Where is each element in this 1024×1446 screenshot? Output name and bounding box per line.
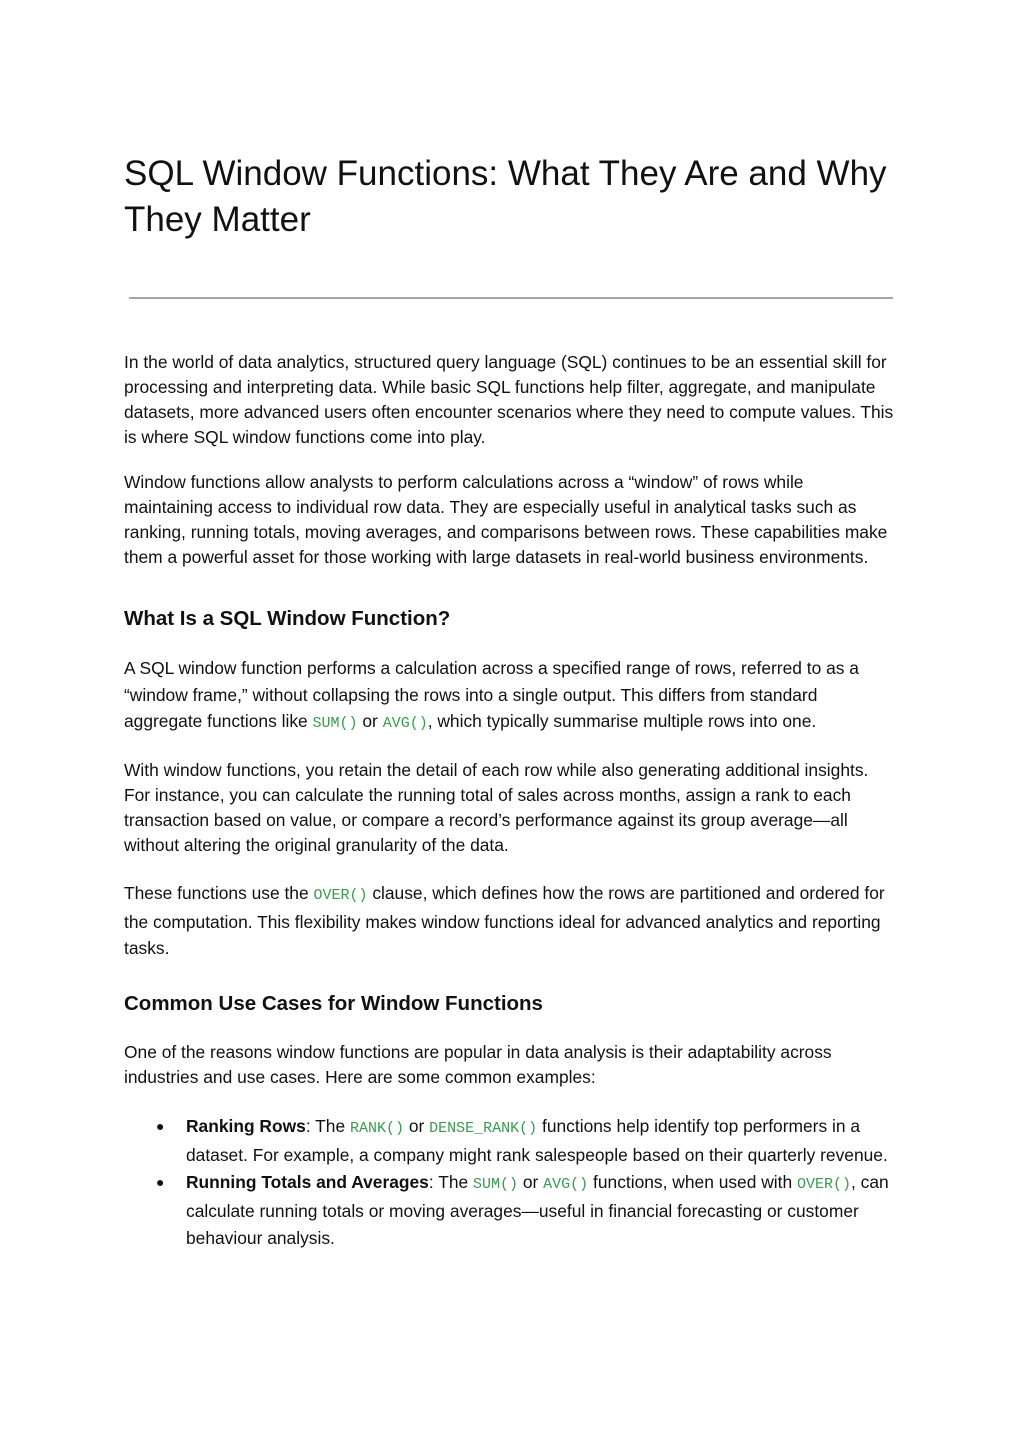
code-sum: SUM()	[473, 1175, 519, 1193]
code-dense-rank: DENSE_RANK()	[429, 1119, 538, 1137]
section1-paragraph-1	[124, 655, 894, 738]
code-sum: SUM()	[312, 715, 358, 732]
code-over: OVER()	[313, 886, 368, 904]
text-run: or	[518, 1171, 544, 1192]
code-over: OVER()	[797, 1175, 852, 1193]
list-item	[124, 1169, 894, 1252]
text-run: : The	[305, 1115, 350, 1136]
text-run: functions help identify top performers in a dataset. For example, a company might rank salespeople based on their quarterly revenue.	[186, 1115, 888, 1165]
section-heading-use-cases: Common Use Cases for Window Functions	[124, 991, 543, 1015]
title-divider	[129, 297, 893, 299]
list-item-term: Running Totals and Averages	[186, 1171, 429, 1192]
page-title: SQL Window Functions: What They Are and Why They Matter	[124, 154, 887, 239]
bullet-icon: ●	[156, 1173, 165, 1190]
code-avg: AVG()	[382, 715, 428, 732]
text-run: , which typically summarise multiple rows into one.	[427, 711, 817, 731]
text-run: clause, which defines how the rows are partitioned and ordered for the computation. This flexibility makes window functions ideal for advanced analytics and reporting tasks.	[124, 882, 885, 958]
list-item-text	[186, 1113, 894, 1169]
section1-paragraph-3	[124, 880, 894, 961]
intro-paragraph-2: Window functions allow analysts to perform calculations across a “window” of rows while maintaining access to individual row data. They are especially useful in analytical tasks such as ranking, running totals, moving averages, and comparisons between rows. These capabilities make them a powerful asset for those working with large datasets in real-world business environments.	[124, 472, 888, 567]
text-run: , can calculate running totals or moving averages—useful in financial forecasting or customer behaviour analysis.	[186, 1171, 889, 1248]
section2-paragraph-1: One of the reasons window functions are popular in data analysis is their adaptability across industries and use cases. Here are some common examples:	[124, 1041, 832, 1087]
code-rank: RANK()	[349, 1119, 404, 1137]
intro-paragraph-1: In the world of data analytics, structured query language (SQL) continues to be an essential skill for processing and interpreting data. While basic SQL functions help filter, aggregate, and manipulate datasets, more advanced users often encounter scenarios where they need to compute values. This is where SQL window functions come into play.	[124, 352, 894, 447]
section-heading-what-is: What Is a SQL Window Function?	[124, 607, 451, 630]
text-run: These functions use the	[124, 882, 314, 903]
text-run: functions, when used with	[588, 1171, 797, 1192]
text-run: A SQL window function performs a calculation across a specified range of rows, referred to as a “window frame,” without collapsing the rows into a single output. This differs from standard aggregate functions like	[124, 658, 859, 731]
list-item	[124, 1113, 894, 1169]
text-run: or	[404, 1115, 430, 1136]
list-item-text	[186, 1169, 894, 1252]
text-run: or	[357, 711, 383, 731]
code-avg: AVG()	[543, 1175, 589, 1193]
bullet-icon: ●	[156, 1117, 165, 1134]
list-item-term: Ranking Rows	[186, 1115, 306, 1136]
document-body	[124, 350, 894, 1251]
use-case-list	[124, 1113, 894, 1252]
text-run: : The	[428, 1171, 474, 1192]
section1-paragraph-2: With window functions, you retain the detail of each row while also generating additional insights. For instance, you can calculate the running total of sales across months, assign a rank to each transaction based on value, or compare a record’s performance against its group average—all without altering the original granularity of the data.	[124, 759, 869, 855]
